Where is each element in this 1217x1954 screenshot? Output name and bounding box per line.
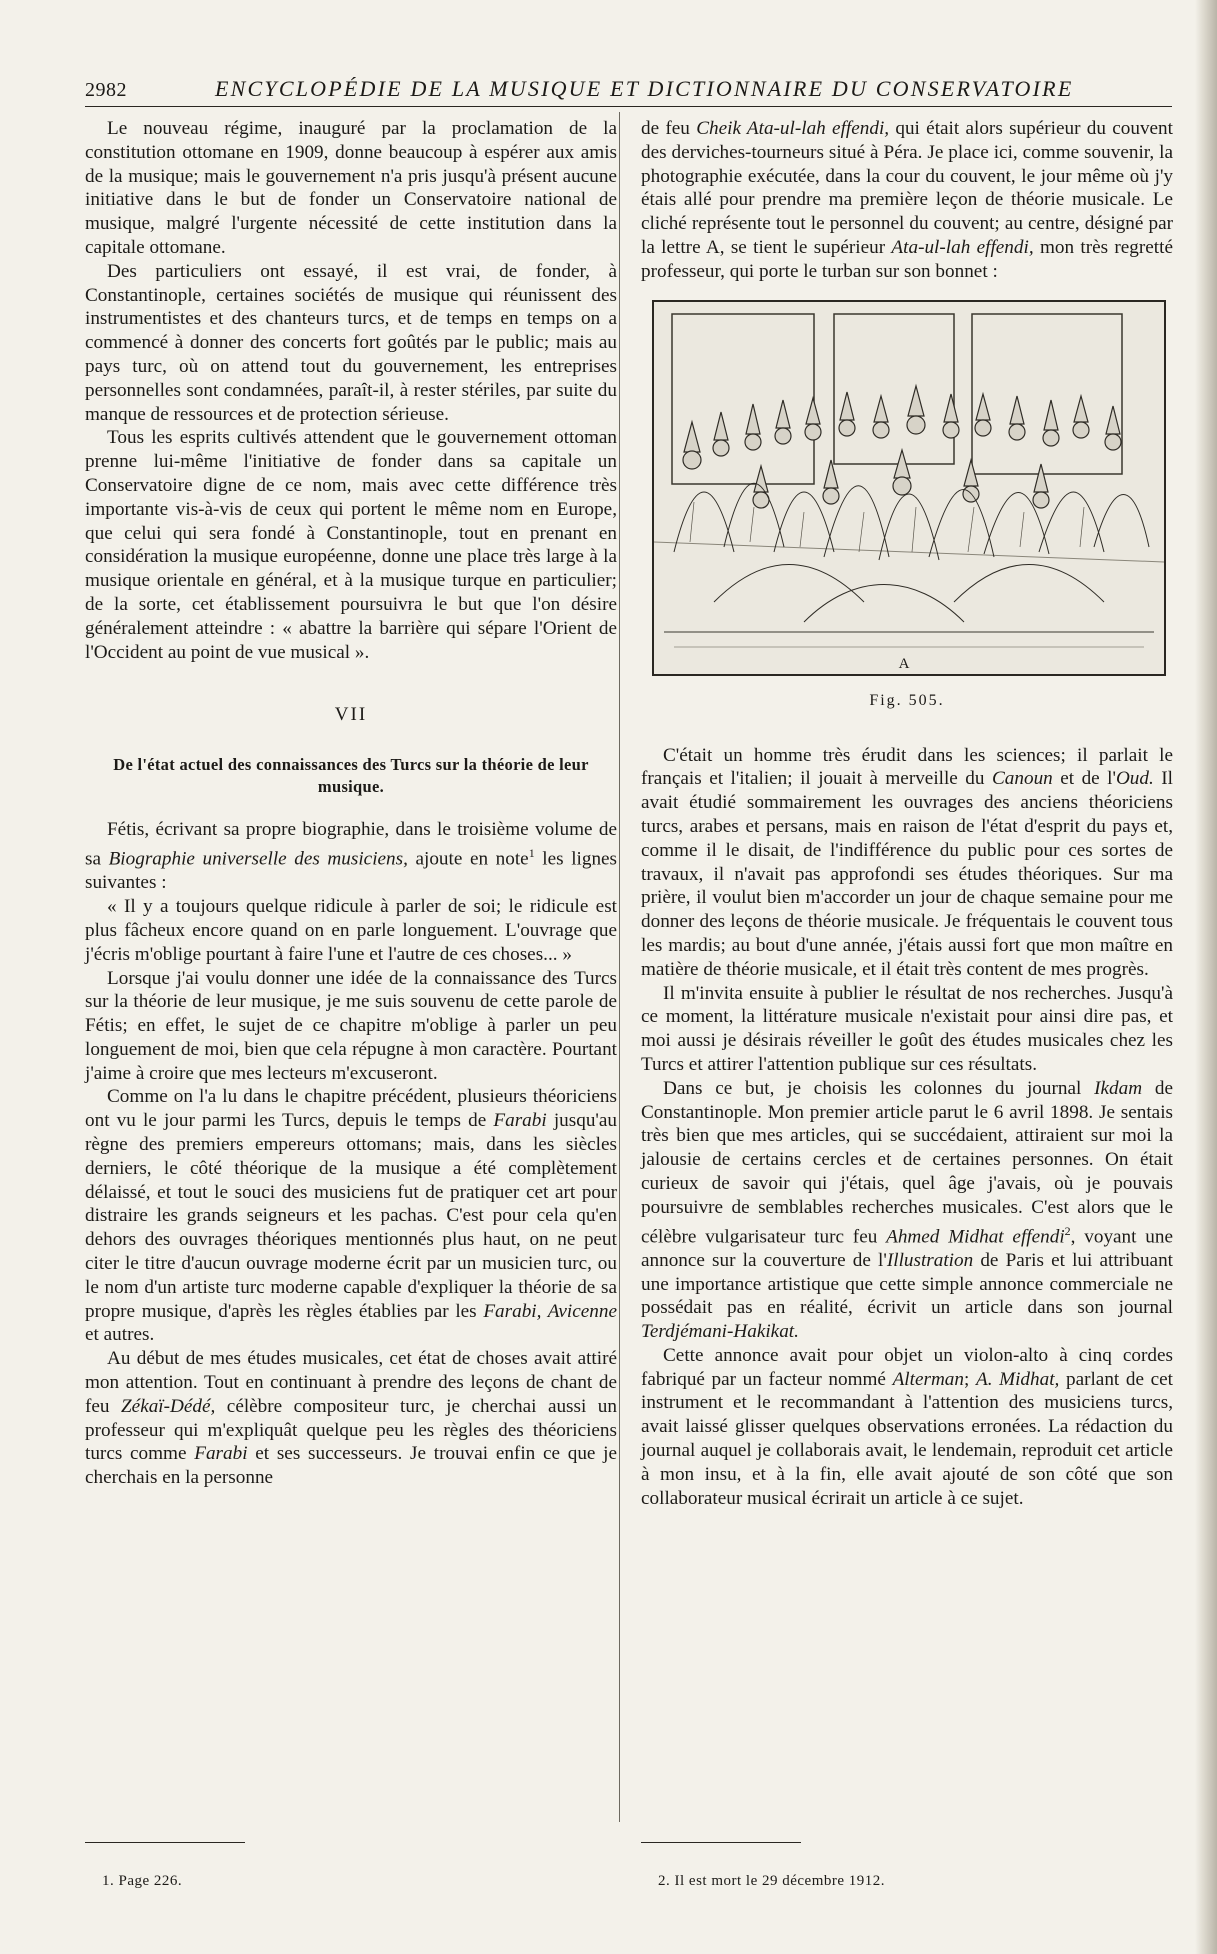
page-number: 2982	[85, 79, 127, 101]
figure-caption: Fig. 505.	[869, 691, 945, 709]
paragraph: Dans ce but, je choisis les colonnes du journal Ikdam de Constantinople. Mon premier article parut le 6 avril 1898. Je sentais très bien que mes articles, qui se succédaient, attiraient sur moi la jalousie de certains cercles et de certaines personnes. On était curieux de savoir qui j'étais, quel âge j'avais, où je pouvais poursuivre de semblables recherches musicales. C'est alors que le célèbre vulgarisateur turc feu Ahmed Midhat effendi$^2$, voyant une annonce sur la couverture de l'Illustration de Paris et lui attribuant une importance artistique que cette simple annonce commerciale ne possédait pas en réalité, écrivit un article dans son journal Terdjémani-Hakikat.	[641, 1077, 1173, 1343]
paragraph: C'était un homme très érudit dans les sciences; il parlait le français et l'italien; il jouait à merveille du Canoun et de l'Oud. Il avait étudié sommairement les ouvrages des anciens théoriciens turcs, arabes et persans, mais en raison de l'état d'esprit du pays et, comme il le disait, de l'indifférence du public pour ces sortes de travaux, il n'avait pas approfondi ses études théoriques. Sur ma prière, il voulut bien m'accorder un jour de chaque semaine pour me donner des leçons de théorie musicale. Je fréquentais le couvent tous les mardis; au bout d'une année, j'étais aussi fort que mon maître en matière de théorie musicale, et il était très content de mes progrès.	[641, 744, 1173, 980]
left-column	[85, 117, 617, 1490]
section-number: VII	[334, 704, 368, 726]
page-edge-shadow	[1195, 0, 1217, 1954]
footnote: 1. Page 226.	[102, 1873, 183, 1889]
paragraph: Des particuliers ont essayé, il est vrai, de fonder, à Constantinople, certaines sociétés de musique qui réunissent des instrumentistes et des chanteurs turcs, et de temps en temps on a commencé à donner des concerts fort goûtés par le public; mais au pays turc, où on attend tout du gouvernement, les entreprises personnelles sont condamnées, paraît-il, à rester stériles, par suite du manque de ressources et de protection sérieuse.	[85, 260, 617, 425]
figure-marker-a: A	[898, 655, 910, 672]
paragraph: Fétis, écrivant sa propre biographie, dans le troisième volume de sa Biographie universelle des musiciens, ajoute en note$^1$ les lignes suivantes :	[85, 819, 618, 894]
section-heading: De l'état actuel des connaissances des Turcs sur la théorie de leur musique.	[113, 755, 589, 797]
paragraph: Cette annonce avait pour objet un violon-alto à cinq cordes fabriqué par un facteur nommé Alterman; A. Midhat, parlant de cet instrument et le recommandant à l'attention des musiciens turcs, avait laissé glisser quelques observations erronées. La rédaction du journal auquel je collaborais avait, le lendemain, reproduit cet article à mon insu, et à la fin, elle avait ajouté de son côté que son collaborateur musical écrirait un article à ce sujet.	[641, 1344, 1173, 1509]
page-header	[85, 76, 1172, 106]
book-title: Biographie universelle des musiciens,	[108, 848, 408, 870]
footnote-ref: 2	[1064, 1223, 1071, 1238]
paragraph: Lorsque j'ai voulu donner une idée de la connaissance des Turcs sur la théorie de leur musique, je me suis souvenu de cette parole de Fétis; en effet, le sujet de ce chapitre m'oblige à parler un peu longuement de moi, bien que cela répugne à mon caractère. Pourtant j'aime à croire que mes lecteurs m'excuseront.	[85, 967, 617, 1084]
footnote-ref: 1	[528, 846, 535, 861]
header-rule	[85, 106, 1172, 107]
column-divider	[619, 112, 620, 1822]
dervish-photograph	[654, 302, 1164, 674]
paragraph: Il m'invita ensuite à publier le résultat de nos recherches. Jusqu'à ce moment, la littérature musicale n'existait pour ainsi dire pas, et moi aussi je désirais réveiller le goût des études musicales chez les Turcs et attirer l'attention publique sur ces résultats.	[641, 982, 1173, 1075]
quotation: « Il y a toujours quelque ridicule à parler de soi; le ridicule est plus fâcheux encore quand on en parle longuement. L'ouvrage que j'écris m'oblige pourtant à faire l'une et l'autre de ces choses... »	[85, 896, 617, 965]
running-title: ENCYCLOPÉDIE DE LA MUSIQUE ET DICTIONNAIRE DU CONSERVATOIRE	[215, 76, 1074, 101]
paragraph: Le nouveau régime, inauguré par la proclamation de la constitution ottomane en 1909, donne beaucoup à espérer aux amis de la musique; mais le gouvernement n'a pris jusqu'à présent aucune initiative dans le but de fonder un Conservatoire national de musique, malgré l'urgente nécessité de cette institution dans la capitale ottomane.	[85, 118, 617, 258]
footnote-rule	[85, 1842, 245, 1843]
footnote: 2. Il est mort le 29 décembre 1912.	[658, 1873, 886, 1889]
footnote-rule	[641, 1842, 801, 1843]
paragraph: Tous les esprits cultivés attendent que le gouvernement ottoman prenne lui-même l'initiative de fonder dans sa capitale un Conservatoire digne de ce nom, mais avec cette différence très importante vis-à-vis de ceux qui portent le même nom en Europe, que celui qui sera fondé à Constantinople, tout en prenant en considération la musique européenne, donne une place très large à la musique orientale en général, et à la musique turque en particulier; de la sorte, cet établissement poursuivra le but que l'on désire généralement atteindre : « abattre la barrière qui sépare l'Orient de l'Occident au point de vue musical ».	[85, 427, 617, 663]
right-column	[641, 117, 1173, 1510]
paragraph: de feu Cheik Ata-ul-lah effendi, qui était alors supérieur du couvent des derviches-tourneurs situé à Péra. Je place ici, comme souvenir, la photographie exécutée, dans la cour du couvent, le jour même où j'y étais allé pour prendre ma première leçon de théorie musicale. Le cliché représente tout le personnel du couvent; au centre, désigné par la lettre A, se tient le supérieur Ata-ul-lah effendi, mon très regretté professeur, qui porte le turban sur son bonnet :	[641, 118, 1173, 282]
paragraph: Comme on l'a lu dans le chapitre précédent, plusieurs théoriciens ont vu le jour parmi les Turcs, depuis le temps de Farabi jusqu'au règne des premiers empereurs ottomans; mais, dans les siècles derniers, le côté théorique de la musique a été complètement délaissé, et tout le souci des musiciens fut de pratiquer cet art pour distraire les grands seigneurs et les pachas. C'est pour cela qu'en dehors des ouvrages théoriques mentionnés plus haut, on ne peut citer le titre d'aucun ouvrage moderne écrit par un musicien turc, ou le nom d'un artiste turc moderne capable d'expliquer la théorie de sa propre musique, d'après les règles établies par les Farabi, Avicenne et autres.	[85, 1086, 617, 1346]
paragraph: Au début de mes études musicales, cet état de choses avait attiré mon attention. Tout en continuant à prendre des leçons de chant de feu Zékaï-Dédé, célèbre compositeur turc, je cherchai aussi un professeur qui m'expliquât quelque peu les règles des théoriciens turcs comme Farabi et ses successeurs. Je trouvai enfin ce que je cherchais en la personne	[85, 1348, 617, 1489]
photograph-figure	[652, 300, 1166, 676]
